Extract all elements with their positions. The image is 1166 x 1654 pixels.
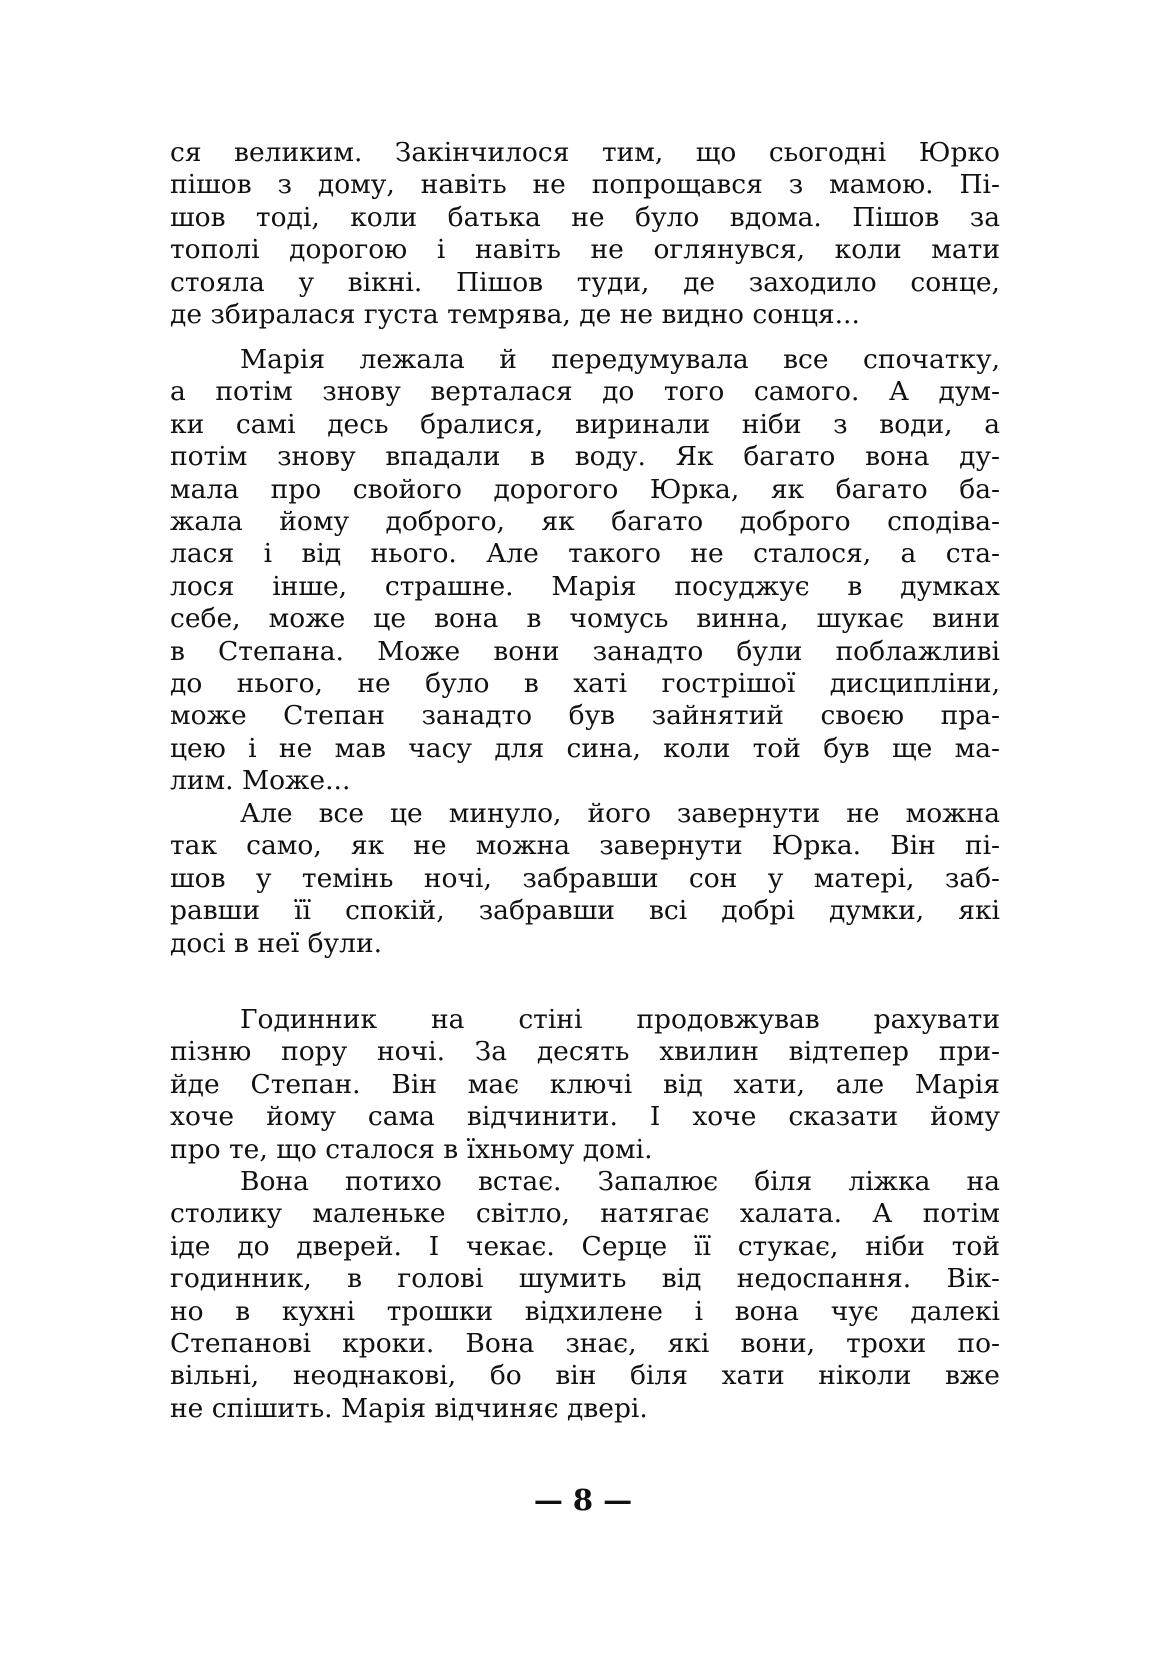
paragraph-2: [170, 344, 1000, 797]
text-line: шов тоді, коли батька не було вдома. Пішов за: [170, 201, 1000, 233]
text-line: ки самі десь бралися, виринали ніби з води, а: [170, 408, 1000, 440]
text-line: ся великим. Закінчилося тим, що сьогодні Юрко: [170, 137, 1000, 168]
paragraph-5: [170, 1166, 1000, 1425]
text-line: а потім знову верталася до того самого. А дум-: [170, 376, 1000, 408]
text-line: йде Степан. Він має ключі від хати, але Марія: [170, 1068, 1000, 1100]
text-line: равши її спокій, забравши всі добрі думки, які: [170, 895, 1000, 927]
text-line: в Степана. Може вони занадто були поблажливі: [170, 635, 1000, 667]
text-line: іде до дверей. І чекає. Серце її стукає, ніби той: [170, 1230, 1000, 1262]
text-line: столику маленьке світло, натягає халата. А потім: [170, 1198, 1000, 1230]
paragraph-4: [170, 1004, 1000, 1166]
text-line: себе, може це вона в чомусь винна, шукає вини: [170, 603, 1000, 635]
text-line: може Степан занадто був зайнятий своєю пра-: [170, 700, 1000, 732]
text-line: так само, як не можна завернути Юрка. Він пі-: [170, 830, 1000, 862]
text-line: до нього, не було в хаті гострішої дисципліни,: [170, 667, 1000, 699]
text-line: вільні, неоднакові, бо він біля хати ніколи вже: [170, 1360, 1000, 1392]
text-line: Але все це минуло, його завернути не можна: [240, 798, 1000, 829]
text-line: стояла у вікні. Пішов туди, де заходило сонце,: [170, 266, 1000, 298]
text-line: годинник, в голові шумить від недоспання. Вік-: [170, 1263, 1000, 1295]
text-line: цею і не мав часу для сина, коли той був ще ма-: [170, 732, 1000, 764]
text-line: мала про свойого дорогого Юрка, як багато ба-: [170, 473, 1000, 505]
text-line: потім знову впадали в воду. Як багато вона ду-: [170, 441, 1000, 473]
text-line: пішов з дому, навіть не попрощався з мамою. Пі-: [170, 169, 1000, 201]
text-line: но в кухні трошки відхилене і вона чує далекі: [170, 1295, 1000, 1327]
page-number: — 8 —: [533, 1483, 633, 1517]
text-line: лим. Може...: [170, 765, 351, 797]
text-line: шов у темінь ночі, забравши сон у матері, заб-: [170, 862, 1000, 894]
text-line: жала йому доброго, як багато доброго сподіва-: [170, 505, 1000, 537]
text-line: Марія лежала й передумувала все спочатку,: [240, 344, 1000, 375]
text-line: лося інше, страшне. Марія посуджує в думках: [170, 570, 1000, 602]
text-line: не спішить. Марія відчиняє двері.: [170, 1392, 648, 1424]
text-line: тополі дорогою і навіть не оглянувся, коли мати: [170, 234, 1000, 266]
text-line: де збиралася густа темрява, де не видно сонця...: [170, 298, 860, 330]
text-line: Степанові кроки. Вона знає, які вони, трохи по-: [170, 1327, 1000, 1359]
text-line: Годинник на стіні продовжував рахувати: [240, 1004, 1000, 1035]
text-line: лася і від нього. Але такого не сталося, а ста-: [170, 538, 1000, 570]
text-line: хоче йому сама відчинити. І хоче сказати йому: [170, 1101, 1000, 1133]
paragraph-1: [170, 137, 1000, 331]
text-line: досі в неї були.: [170, 927, 383, 959]
paragraph-3: [170, 798, 1000, 960]
text-line: Вона потихо встає. Запалює біля ліжка на: [240, 1166, 1000, 1197]
text-line: пізню пору ночі. За десять хвилин відтепер при-: [170, 1036, 1000, 1068]
text-line: про те, що сталося в їхньому домі.: [170, 1133, 653, 1165]
